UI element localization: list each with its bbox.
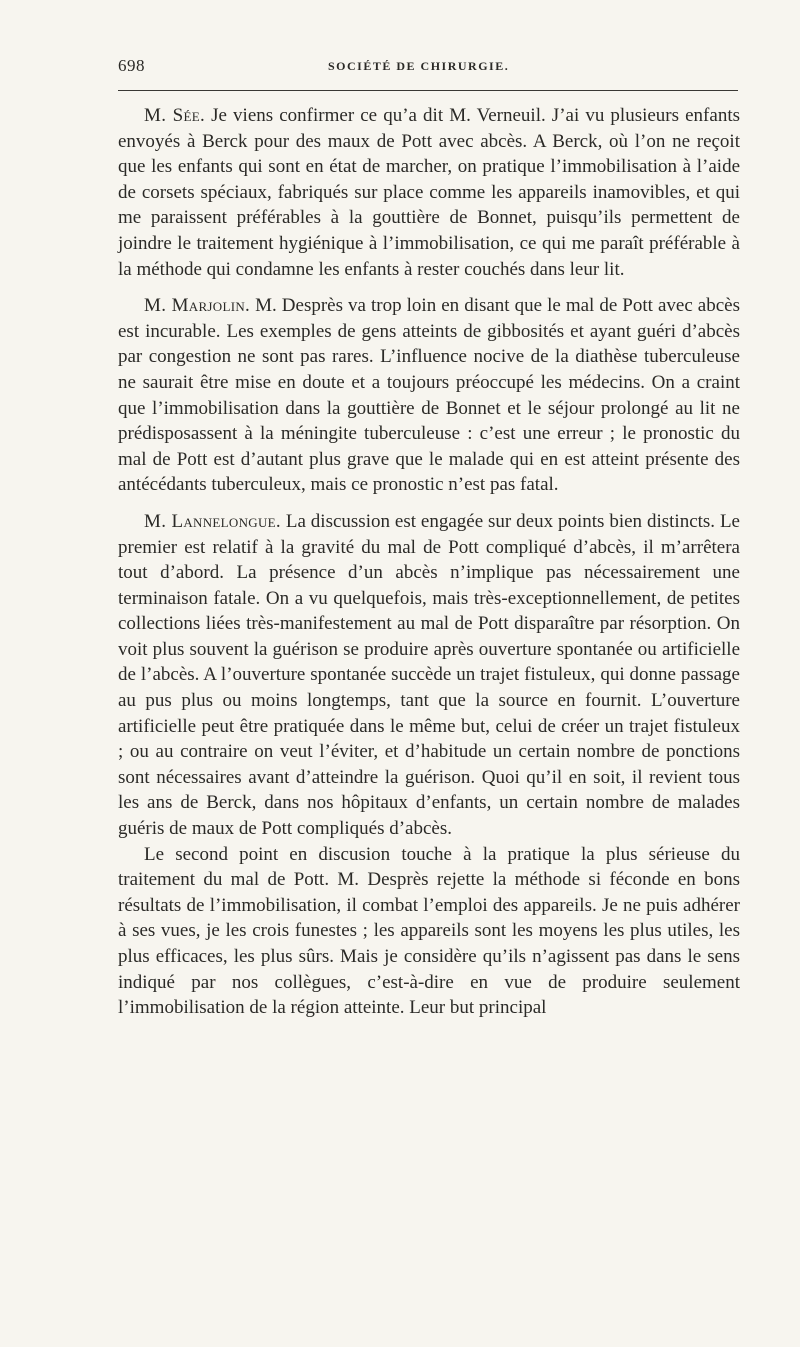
paragraph-lannelongue [118,509,740,842]
paragraph-marjolin [118,293,740,498]
page-header [118,56,738,80]
paragraph-second-point [118,842,740,1021]
speaker-name: M. Marjolin. [144,295,251,317]
header-rule [118,90,738,91]
paragraph-text: Je viens confirmer ce qu’a dit M. Verneuil. J’ai vu plusieurs enfants envoyés à Berck pour des maux de Pott avec abcès. A Berck, où l’on ne reçoit que les enfants qui sont en état de marcher, on pratique l’immobilisation à l’aide de corsets spéciaux, fabriqués sur place comme les appareils inamovibles, et qui me paraissent préférables à la gouttière de Bonnet, puisqu’ils permettent de joindre le traitement hygiénique à l’immobilisation, ce qui me paraît préférable à la méthode qui condamne les enfants à rester couchés dans leur lit. [118,105,740,280]
paragraph-see [118,103,740,282]
speaker-name: M. Lannelongue. [144,510,281,532]
body-text [118,103,740,1021]
paragraph-text: La discussion est engagée sur deux points bien distincts. Le premier est relatif à la gravité du mal de Pott compliqué d’abcès, il m’arrêtera tout d’abord. La présence d’un abcès n’implique pas nécessairement une terminaison fatale. On a vu quelquefois, mais très-exceptionnellement, de petites collections liées très-manifestement au mal de Pott disparaître par résorption. On voit plus souvent la guérison se produire après ouverture spontanée ou artificielle de l’abcès. A l’ouverture spontanée succède un trajet fistuleux, qui donne passage au pus plus ou moins longtemps, tant que la source en fournit. L’ouverture artificielle peut être pratiquée dans le même but, celui de créer un trajet fistuleux ; ou au contraire on veut l’éviter, et d’habitude un certain nombre de ponctions sont nécessaires avant d’atteindre la guérison. Quoi qu’il en soit, il revient tous les ans de Berck, dans nos hôpitaux d’enfants, un certain nombre de malades guéris de maux de Pott compliqués d’abcès. [118,510,740,840]
running-head: SOCIÉTÉ DE CHIRURGIE. [328,59,510,73]
paragraph-text: M. Desprès va trop loin en disant que le mal de Pott avec abcès est incurable. Les exemples de gens atteints de gibbosités et ayant guéri d’abcès par congestion ne sont pas rares. L’influence nocive de la diathèse tuberculeuse ne saurait être mise en doute et a toujours préoccupé les médecins. On a craint que l’immobilisation dans la gouttière de Bonnet et le séjour prolongé au lit ne prédisposassent à la méningite tuberculeuse : c’est une erreur ; le pronostic du mal de Pott est d’autant plus grave que le malade qui en est atteint présente des antécédants tuberculeux, mais ce pronostic n’est pas fatal. [118,295,740,496]
speaker-name: M. Sée. [144,105,206,126]
page-number: 698 [118,56,145,75]
paragraph-text: Le second point en discusion touche à la pratique la plus sérieuse du traitement du mal de Pott. M. Desprès rejette la méthode si féconde en bons résultats de l’immobilisation, il combat l’emploi des appareils. Je ne puis adhérer à ses vues, je les crois funestes ; les appareils sont les moyens les plus utiles, les plus efficaces, les plus sûrs. Mais je considère qu’ils n’agissent pas dans le sens indiqué par nos collègues, c’est-à-dire en vue de produire seulement l’immobilisation de la région atteinte. Leur but principal [118,843,740,1019]
